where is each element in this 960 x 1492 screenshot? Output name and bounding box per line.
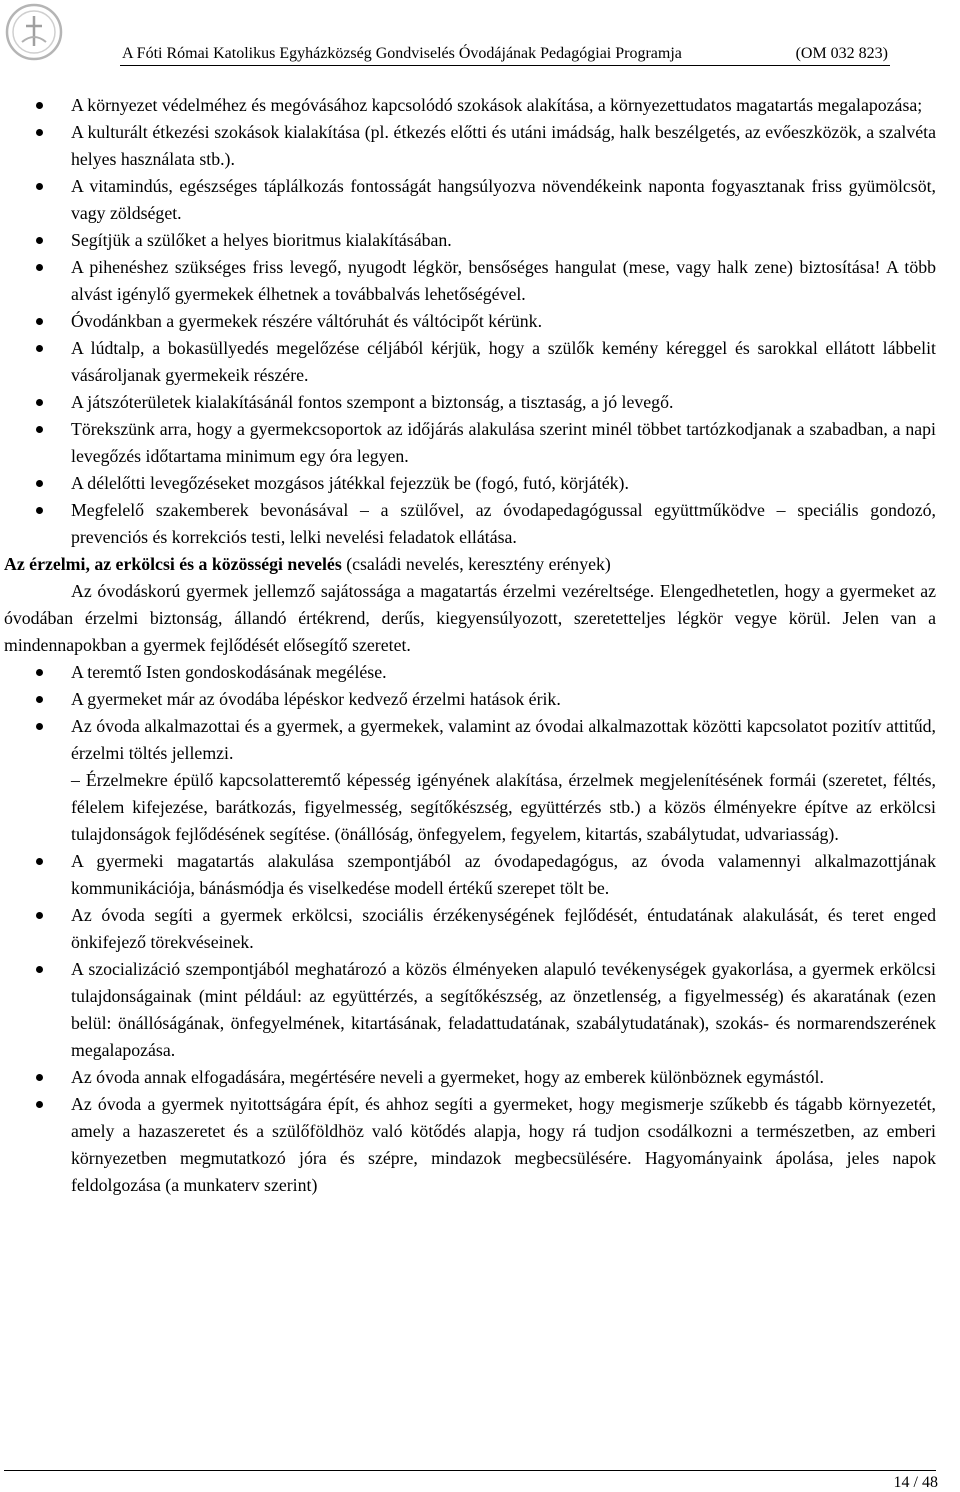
list-item: A lúdtalp, a bokasüllyedés megelőzése céljából kérjük, hogy a szülők kemény kéreggel és sarokkal ellátott lábbelit vásároljanak gyermekeik részére. xyxy=(4,335,936,389)
bullet-icon xyxy=(36,858,43,865)
list-item: A gyermeket már az óvodába lépéskor kedvező érzelmi hatások érik. xyxy=(4,686,936,713)
bullet-icon xyxy=(36,507,43,514)
section-paragraph: Az óvodáskorú gyermek jellemző sajátossága a magatartás érzelmi vezéreltsége. Elengedhetetlen, hogy a gyermeket az óvodában érzelmi biztonság, állandó értékrend, derűs, kiegyensúlyozott, szeretetteljes légkör vegye körül. Jelen van a mindennapokban a gyermek fejlődését elősegítő szeretet. xyxy=(4,581,936,655)
document-body xyxy=(4,92,936,1199)
bullet-icon xyxy=(36,102,43,109)
bullet-icon xyxy=(36,345,43,352)
header-rule xyxy=(120,65,890,66)
list-item: A kulturált étkezési szokások kialakítása (pl. étkezés előtti és utáni imádság, halk beszélgetés, az evőeszközök, a szalvéta helyes használata stb.). xyxy=(4,119,936,173)
list-item: A pihenéshez szükséges friss levegő, nyugodt légkör, bensőséges hangulat (mese, vagy halk zene) biztosítása! A több alvást igénylő gyermekek élhetnek a továbbalvás lehetőségével. xyxy=(4,254,936,308)
church-logo-icon xyxy=(4,2,64,62)
bullet-icon xyxy=(36,183,43,190)
list-item: A teremtő Isten gondoskodásának megélése. xyxy=(4,659,936,686)
header-title: A Fóti Római Katolikus Egyházközség Gondviselés Óvodájának Pedagógiai Programja xyxy=(122,45,682,62)
section-heading: Az érzelmi, az erkölcsi és a közösségi nevelés (családi nevelés, keresztény erények) xyxy=(4,554,611,574)
list-item: A vitamindús, egészséges táplálkozás fontosságát hangsúlyozva növendékeink naponta fogyasztanak friss gyümölcsöt, vagy zöldséget. xyxy=(4,173,936,227)
list-item: Megfelelő szakemberek bevonásával – a szülővel, az óvodapedagógussal együttműködve – speciális gondozó, prevenciós és korrekciós testi, lelki nevelési feladatok ellátása. xyxy=(4,497,936,551)
bullet-icon xyxy=(36,237,43,244)
bullet-icon xyxy=(36,264,43,271)
list-item: A szocializáció szempontjából meghatározó a közös élményeken alapuló tevékenységek gyakorlása, a gyermek erkölcsi tulajdonságainak (mint például: az együttérzés, a segítőkészség, az önzetlenség, a figyelmesség) és akaratának (ezen belül: önállóságának, önfegyelmének, kitartásának, feladattudatának, szabálytudatának), szokás- és normarendszerének megalapozása. xyxy=(4,956,936,1064)
bullet-icon xyxy=(36,912,43,919)
list-item: A környezet védelméhez és megóvásához kapcsolódó szokások alakítása, a környezettudatos magatartás megalapozása; xyxy=(4,92,936,119)
bullet-icon xyxy=(36,426,43,433)
bullet-icon xyxy=(36,966,43,973)
list-item: A délelőtti levegőzéseket mozgásos játékkal fejezzük be (fogó, futó, körjáték). xyxy=(4,470,936,497)
list-item: Törekszünk arra, hogy a gyermekcsoportok az időjárás alakulása szerint minél többet tartózkodjanak a szabadban, a napi levegőzés időtartama minimum egy óra legyen. xyxy=(4,416,936,470)
bullet-icon xyxy=(36,318,43,325)
bullet-icon xyxy=(36,696,43,703)
page-number: 14 / 48 xyxy=(893,1474,938,1491)
bullet-icon xyxy=(36,669,43,676)
list-item: Segítjük a szülőket a helyes bioritmus kialakításában. xyxy=(4,227,936,254)
list-item: Az óvoda segíti a gyermek erkölcsi, szociális érzékenységének fejlődését, éntudatának alakulását, és teret enged önkifejező törekvéseinek. xyxy=(4,902,936,956)
list-item: Óvodánkban a gyermekek részére váltóruhát és váltócipőt kérünk. xyxy=(4,308,936,335)
bullet-icon xyxy=(36,1074,43,1081)
dash-sub-item: – Érzelmekre épülő kapcsolatteremtő képesség igényének alakítása, érzelmek megjelenítésének formái (szeretet, féltés, félelem kifejezése, barátkozás, figyelmesség, segítőkészség, együttérzés stb.) a közös élményekre építve az erkölcsi tulajdonságok fejlődésének segítése. (önállóság, önfegyelem, fegyelem, kitartás, szabálytudat, udvariasság). xyxy=(71,770,936,844)
list-item: Az óvoda annak elfogadására, megértésére neveli a gyermeket, hogy az emberek különböznek egymástól. xyxy=(4,1064,936,1091)
list-item: A játszóterületek kialakításánál fontos szempont a biztonság, a tisztaság, a jó levegő. xyxy=(4,389,936,416)
list-item: Az óvoda alkalmazottai és a gyermek, a gyermekek, valamint az óvodai alkalmazottak közötti kapcsolatot pozitív attitűd, érzelmi töltés jellemzi. xyxy=(4,713,936,767)
bullet-icon xyxy=(36,399,43,406)
header-om-code: (OM 032 823) xyxy=(795,45,888,62)
bullet-icon xyxy=(36,129,43,136)
list-item: A gyermeki magatartás alakulása szempontjából az óvodapedagógus, az óvoda valamennyi alkalmazottjának kommunikációja, bánásmódja és viselkedése modell értékű szerepet tölt be. xyxy=(4,848,936,902)
bullet-icon xyxy=(36,723,43,730)
bullet-icon xyxy=(36,1101,43,1108)
list-item: Az óvoda a gyermek nyitottságára épít, és ahhoz segíti a gyermeket, hogy megismerje szűkebb és tágabb környezetét, amely a hazaszeretet és a szülőföldhöz való kötődés alapja, hogy rá tudjon csodálkozni a természetben, az emberi környezetben megmutatkozó jóra és szépre, mindazok megbecsülésére. Hagyományaink ápolása, jeles napok feldolgozása (a munkaterv szerint) xyxy=(4,1091,936,1199)
bullet-icon xyxy=(36,480,43,487)
footer-rule xyxy=(4,1470,936,1471)
